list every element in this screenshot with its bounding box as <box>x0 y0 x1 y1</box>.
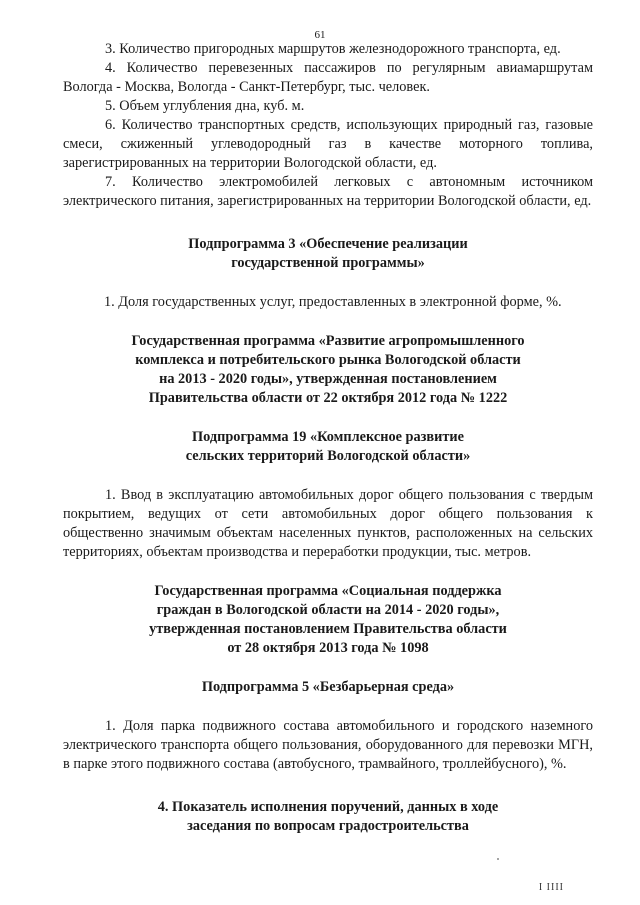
subprogram-19-item-1: 1. Ввод в эксплуатацию автомобильных дорог общего пользования с твердым покрытием, ведущих от сети автомобильных дорог общего пользования к общественно значимым объектам населенных пунктов, расположенных на сельских территориях, объектам производства и переработки продукции, тыс. метров. <box>63 487 593 560</box>
indicator-5: 5. Объем углубления дна, куб. м. <box>105 98 305 114</box>
program-social-title-line4: от 28 октября 2013 года № 1098 <box>227 640 429 656</box>
section-4-heading-line1: 4. Показатель исполнения поручений, данных в ходе <box>157 799 499 815</box>
subprogram-5-section <box>63 678 593 774</box>
program-agro-title-line2: комплекса и потребительского рынка Вологодской области <box>135 352 521 368</box>
indicator-6: 6. Количество транспортных средств, использующих природный газ, газовые смеси, сжиженный углеводородный газ в качестве моторного топлива, зарегистрированных на территории Вологодской области, ед. <box>63 117 593 171</box>
program-agro-section <box>63 332 593 408</box>
program-agro-title-line4: Правительства области от 22 октября 2012 года № 1222 <box>148 390 508 406</box>
indicator-7: 7. Количество электромобилей легковых с автономным источником электрического питания, зарегистрированных на территории Вологодской области, ед. <box>63 174 593 209</box>
scan-speck <box>497 858 499 860</box>
indicator-4: 4. Количество перевезенных пассажиров по регулярным авиамаршрутам Вологда - Москва, Вологда - Санкт-Петербург, тыс. человек. <box>63 60 593 95</box>
subprogram-19-section <box>63 428 593 562</box>
program-agro-title-line3: на 2013 - 2020 годы», утвержденная постановлением <box>159 371 497 387</box>
program-social-section <box>63 582 593 658</box>
subprogram-19-heading-line2: сельских территорий Вологодской области» <box>185 448 471 464</box>
section-4 <box>63 798 593 836</box>
program-social-title-line1: Государственная программа «Социальная поддержка <box>154 583 502 599</box>
page-number: 61 <box>314 29 326 41</box>
subprogram-19-heading-line1: Подпрограмма 19 «Комплексное развитие <box>192 429 464 445</box>
program-social-title-line2: граждан в Вологодской области на 2014 - 2020 годы», <box>156 602 500 618</box>
indicator-3: 3. Количество пригородных маршрутов железнодорожного транспорта, ед. <box>105 41 561 57</box>
program-social-title-line3: утвержденная постановлением Правительства области <box>149 621 507 637</box>
subprogram-3-heading-line2: государственной программы» <box>231 255 425 271</box>
subprogram-3-heading-line1: Подпрограмма 3 «Обеспечение реализации <box>188 236 468 252</box>
subprogram-3-section <box>63 235 593 312</box>
subprogram-5-heading: Подпрограмма 5 «Безбарьерная среда» <box>201 679 455 695</box>
subprogram-5-item-1: 1. Доля парка подвижного состава автомобильного и городского наземного электрического транспорта общего пользования, оборудованного для перевозки МГН, в парке этого подвижного состава (автобусного, трамвайного, троллейбусного), %. <box>63 718 593 772</box>
indicators-list <box>63 40 593 211</box>
footer-mark: I IIII <box>538 882 564 893</box>
page-content <box>63 40 593 836</box>
subprogram-3-item-1: 1. Доля государственных услуг, предоставленных в электронной форме, %. <box>104 294 562 310</box>
program-agro-title-line1: Государственная программа «Развитие агропромышленного <box>131 333 525 349</box>
section-4-heading-line2: заседания по вопросам градостроительства <box>187 818 469 834</box>
